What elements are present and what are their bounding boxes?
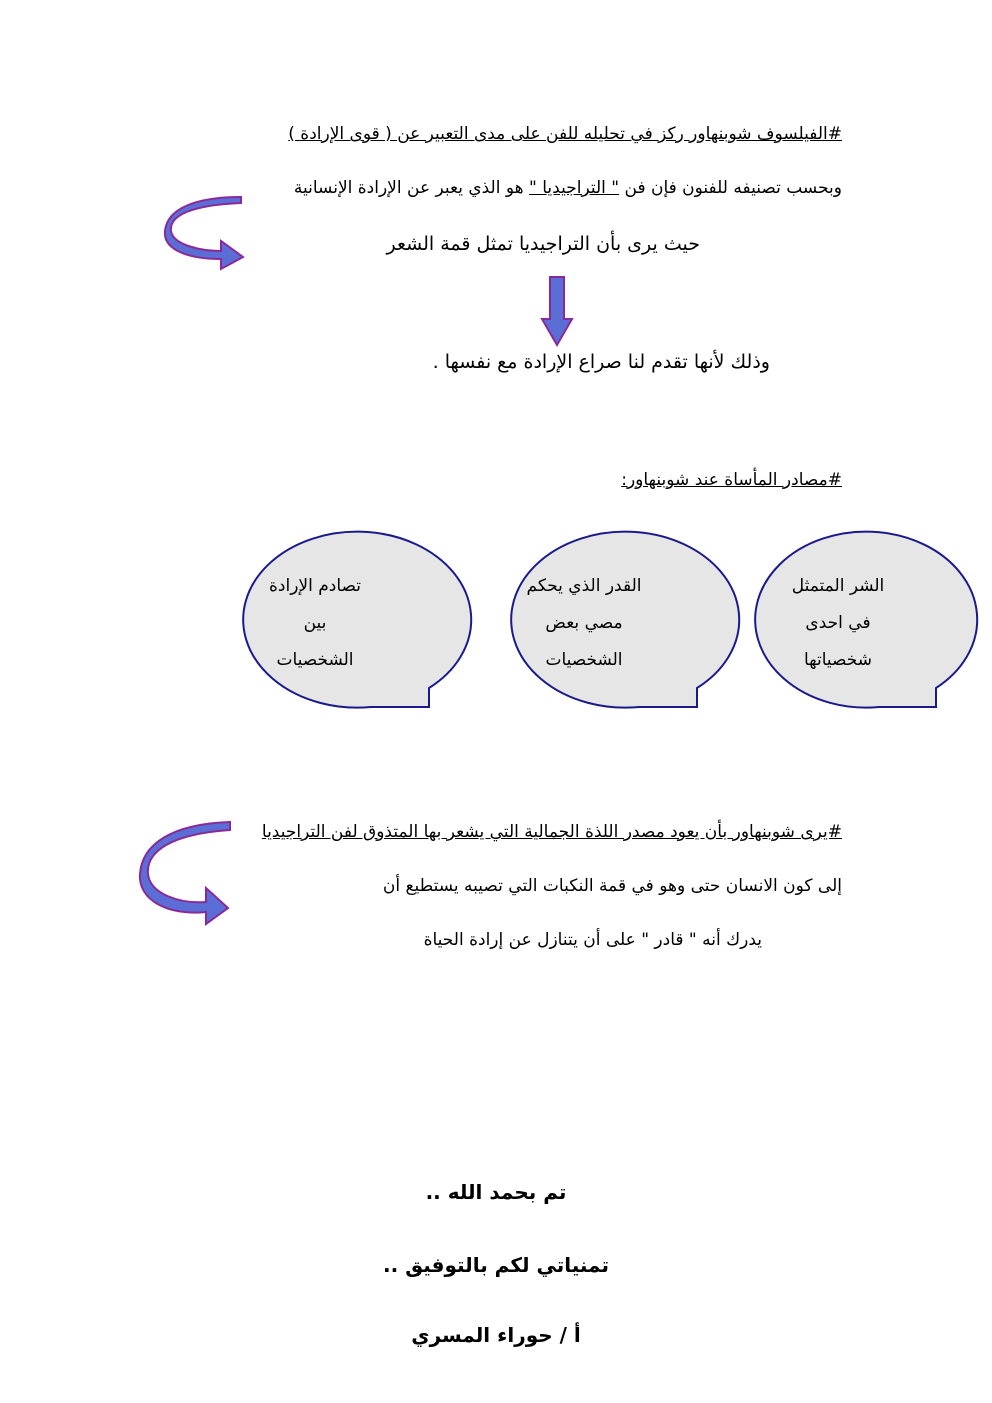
section1-heading: #الفيلسوف شوبنهاور ركز في تحليله للفن على مدى التعبير عن ( قوى الإرادة ): [288, 124, 842, 144]
bubble-3-text: [215, 568, 415, 679]
curved-arrow-icon: [140, 822, 235, 930]
section3-line3: يدرك أنه " قادر " على أن يتنازل عن إرادة الحياة: [423, 930, 762, 950]
curved-arrow-icon: [165, 197, 250, 272]
closing-line1: تم بحمد الله ..: [425, 1180, 567, 1204]
section2-heading: #مصادر المأساة عند شوبنهاور:: [621, 470, 842, 490]
section1-line4: وذلك لأنها تقدم لنا صراع الإرادة مع نفسها .: [432, 351, 770, 373]
closing-author: أ / حوراء المسري: [411, 1323, 581, 1347]
section3-line2: إلى كون الانسان حتى وهو في قمة النكبات التي تصيبه يستطيع أن: [382, 876, 842, 896]
down-arrow-icon: [540, 275, 574, 347]
bubble-1-line1: الشر المتمثل: [791, 576, 885, 596]
bubble-1-text: [738, 568, 938, 679]
closing-line2: تمنياتي لكم بالتوفيق ..: [383, 1253, 609, 1277]
bubble-3-line2: بين: [303, 613, 327, 633]
section3-heading: #يرى شوبنهاور بأن يعود مصدر اللذة الجمالية التي يشعر بها المتذوق لفن التراجيديا: [261, 822, 842, 842]
bubble-2-line1: القدر الذي يحكم: [526, 576, 642, 596]
section1-line2-pre: وبحسب تصنيفه للفنون فإن فن: [619, 178, 842, 198]
bubble-2-text: [484, 568, 684, 679]
section1-line3: حيث يرى بأن التراجيديا تمثل قمة الشعر: [386, 233, 700, 255]
bubble-3-line1: تصادم الإرادة: [269, 576, 361, 596]
bubble-2-line3: الشخصيات: [545, 650, 623, 670]
section1-line2: [294, 178, 842, 198]
section1-line2-quote: " التراجيديا ": [529, 178, 620, 198]
bubble-1-line3: شخصياتها: [803, 650, 873, 670]
bubble-2-line2: مصي بعض: [545, 613, 623, 633]
bubble-1-line2: في احدى: [805, 613, 871, 633]
bubble-3-line3: الشخصيات: [276, 650, 354, 670]
section1-line2-post: هو الذي يعبر عن الإرادة الإنسانية: [293, 178, 530, 198]
